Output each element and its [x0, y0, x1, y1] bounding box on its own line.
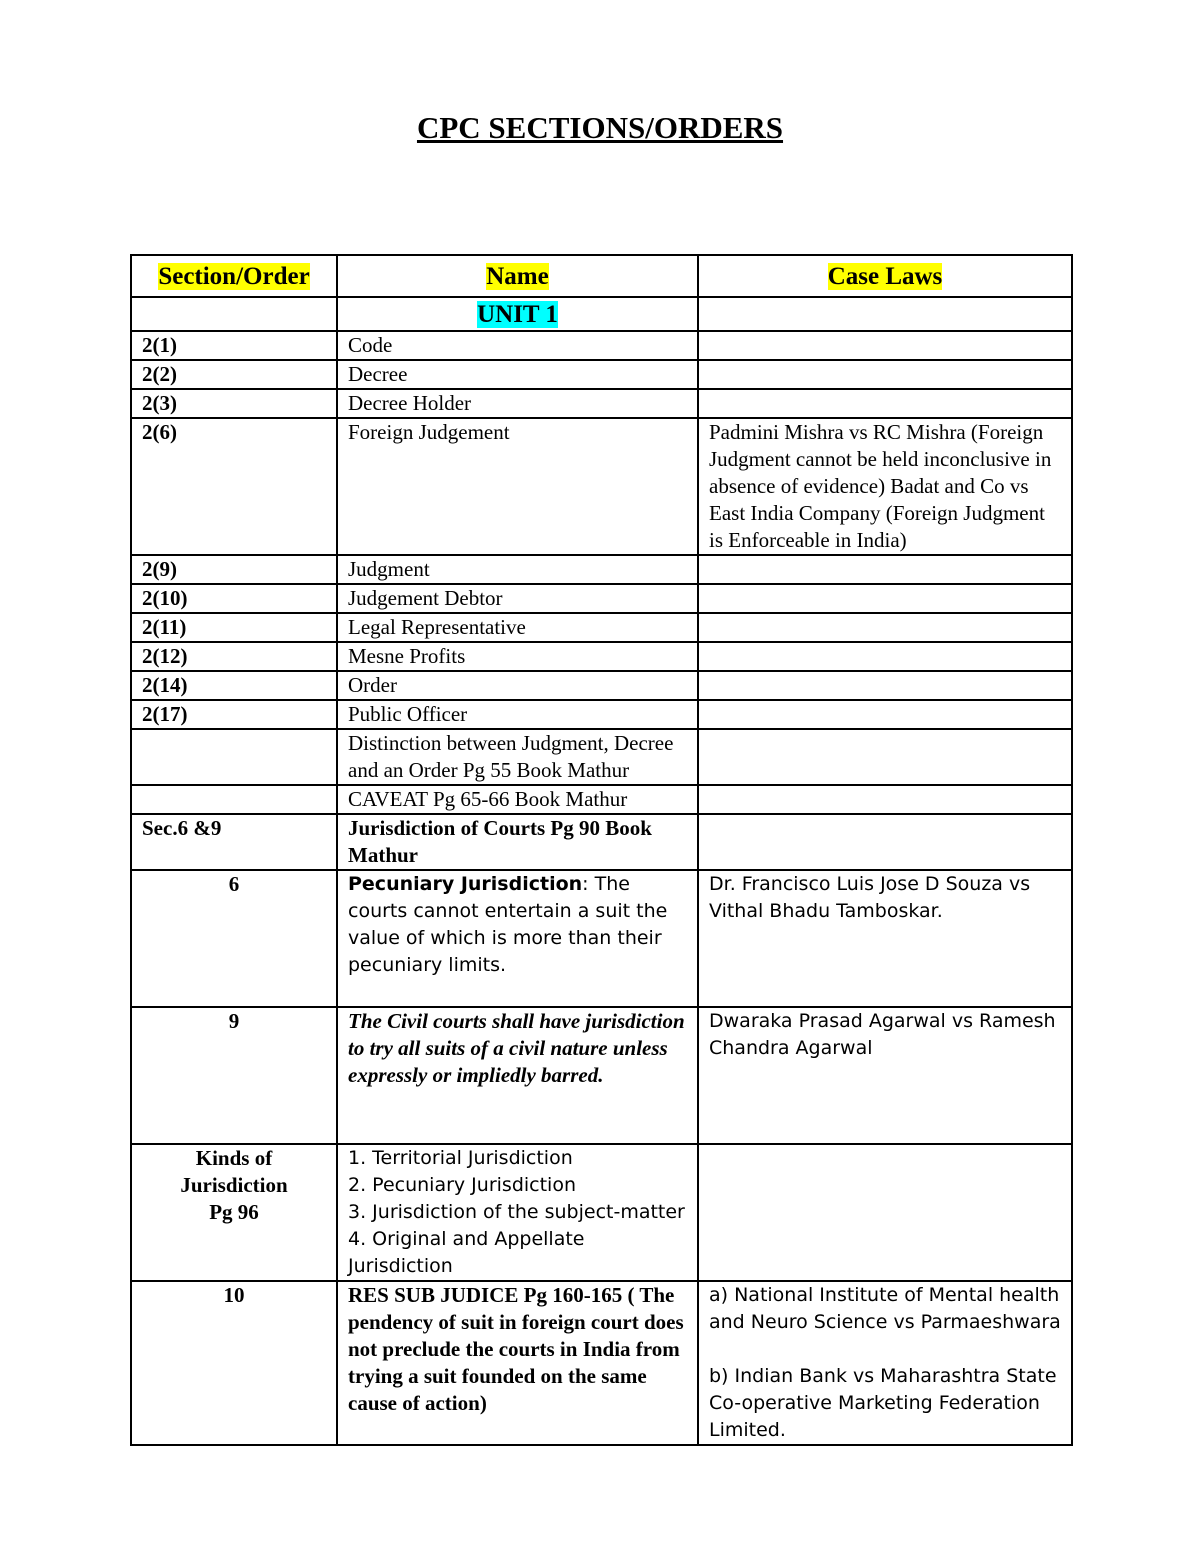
name-cell: Distinction between Judgment, Decree and an Order Pg 55 Book Mathur — [337, 729, 698, 785]
section-cell: 10 — [131, 1281, 337, 1445]
section-cell: 2(6) — [131, 418, 337, 555]
header-case-laws: Case Laws — [698, 255, 1072, 297]
header-section: Section/Order — [131, 255, 337, 297]
name-cell: Foreign Judgement — [337, 418, 698, 555]
table-row — [131, 1007, 1072, 1144]
name-cell: Order — [337, 671, 698, 700]
table-row — [131, 613, 1072, 642]
table-row — [131, 418, 1072, 555]
case-cell — [698, 555, 1072, 584]
table-row — [131, 1281, 1072, 1445]
case-cell — [698, 700, 1072, 729]
table-row — [131, 729, 1072, 785]
case-cell: a) National Institute of Mental health and Neuro Science vs Parmaeshwara b) Indian Bank vs Maharashtra State Co-operative Marketing Federation Limited. — [698, 1281, 1072, 1445]
unit-row — [131, 297, 1072, 331]
section-cell — [131, 785, 337, 814]
section-cell: 2(17) — [131, 700, 337, 729]
unit-label: UNIT 1 — [337, 297, 698, 331]
name-cell: Judgement Debtor — [337, 584, 698, 613]
table-header-row — [131, 255, 1072, 297]
case-cell — [698, 729, 1072, 785]
table-row — [131, 331, 1072, 360]
section-cell: 2(14) — [131, 671, 337, 700]
section-cell: 2(10) — [131, 584, 337, 613]
table-row — [131, 785, 1072, 814]
table-row — [131, 700, 1072, 729]
list-item: 2. Pecuniary Jurisdiction — [348, 1174, 576, 1196]
case-cell — [698, 671, 1072, 700]
table-row — [131, 360, 1072, 389]
table-row — [131, 642, 1072, 671]
name-cell: Code — [337, 331, 698, 360]
case-cell — [698, 360, 1072, 389]
name-cell: RES SUB JUDICE Pg 160-165 ( The pendency of suit in foreign court does not preclude the courts in India from trying a suit founded on the same cause of action) — [337, 1281, 698, 1445]
name-cell: Mesne Profits — [337, 642, 698, 671]
table-row — [131, 389, 1072, 418]
case-cell — [698, 584, 1072, 613]
name-cell — [337, 1144, 698, 1281]
section-cell: 2(3) — [131, 389, 337, 418]
name-cell: Public Officer — [337, 700, 698, 729]
section-cell: 2(9) — [131, 555, 337, 584]
table-row — [131, 671, 1072, 700]
case-cell — [698, 331, 1072, 360]
name-cell: Pecuniary Jurisdiction: The courts cannot entertain a suit the value of which is more than their pecuniary limits. — [337, 870, 698, 1007]
section-cell: 6 — [131, 870, 337, 1007]
section-cell: 2(11) — [131, 613, 337, 642]
section-cell: 2(12) — [131, 642, 337, 671]
case-cell — [698, 642, 1072, 671]
table-row — [131, 814, 1072, 870]
table-row — [131, 584, 1072, 613]
case-cell — [698, 785, 1072, 814]
name-cell: The Civil courts shall have jurisdiction to try all suits of a civil nature unless expressly or impliedly barred. — [337, 1007, 698, 1144]
case-cell: Dr. Francisco Luis Jose D Souza vs Vithal Bhadu Tamboskar. — [698, 870, 1072, 1007]
section-cell — [131, 729, 337, 785]
page-title: CPC SECTIONS/ORDERS — [416, 110, 784, 145]
name-cell: Decree Holder — [337, 389, 698, 418]
case-cell: Dwaraka Prasad Agarwal vs Ramesh Chandra Agarwal — [698, 1007, 1072, 1144]
section-cell: 9 — [131, 1007, 337, 1144]
case-cell — [698, 814, 1072, 870]
header-name: Name — [337, 255, 698, 297]
section-cell: Kinds of Jurisdiction Pg 96 — [131, 1144, 337, 1281]
case-cell — [698, 389, 1072, 418]
sections-table — [130, 254, 1073, 1446]
name-cell: Legal Representative — [337, 613, 698, 642]
name-cell: Judgment — [337, 555, 698, 584]
table-row — [131, 555, 1072, 584]
case-cell: Padmini Mishra vs RC Mishra (Foreign Judgment cannot be held inconclusive in absence of evidence) Badat and Co vs East India Company (Foreign Judgment is Enforceable in India) — [698, 418, 1072, 555]
name-cell: Decree — [337, 360, 698, 389]
case-cell — [698, 613, 1072, 642]
table-row — [131, 870, 1072, 1007]
section-cell: Sec.6 &9 — [131, 814, 337, 870]
section-cell: 2(1) — [131, 331, 337, 360]
list-item: 3. Jurisdiction of the subject-matter — [348, 1201, 685, 1223]
section-cell: 2(2) — [131, 360, 337, 389]
name-cell: Jurisdiction of Courts Pg 90 Book Mathur — [337, 814, 698, 870]
list-item: 4. Original and Appellate Jurisdiction — [348, 1228, 585, 1277]
table-row — [131, 1144, 1072, 1281]
name-cell: CAVEAT Pg 65-66 Book Mathur — [337, 785, 698, 814]
list-item: 1. Territorial Jurisdiction — [348, 1147, 573, 1169]
